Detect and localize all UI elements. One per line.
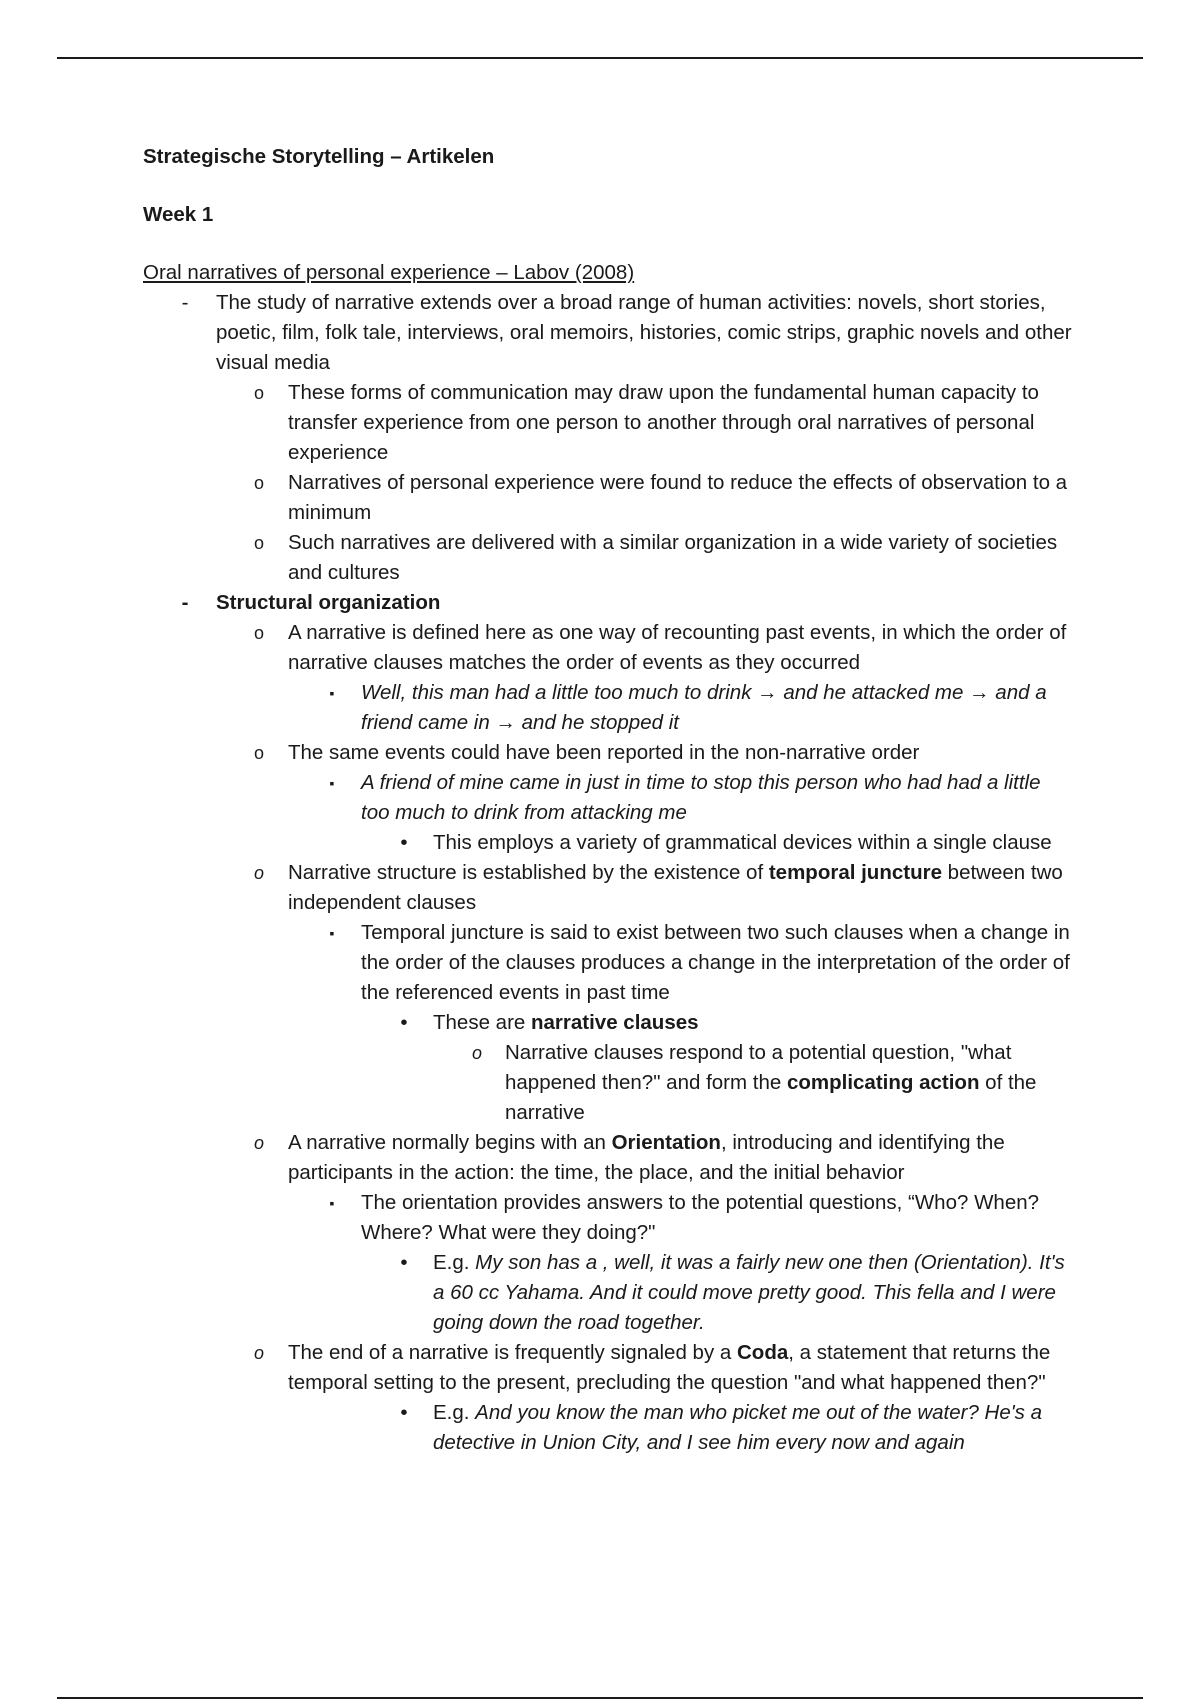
circle-bullet: o	[253, 743, 264, 763]
footer-rule	[57, 1697, 1143, 1699]
document-title: Strategische Storytelling – Artikelen	[143, 145, 495, 168]
document-body	[143, 142, 1073, 1458]
dot-bullet: •	[400, 1251, 408, 1274]
list-item	[143, 528, 1073, 588]
week-heading: Week 1	[143, 203, 214, 226]
example-text: A friend of mine came in just in time to stop this person who had had a little too much to drink from attacking me	[361, 771, 1041, 824]
list-item-text: Narratives of personal experience were found to reduce the effects of observation to a minimum	[288, 471, 1068, 524]
circle-bullet: o	[253, 473, 264, 493]
square-bullet: ▪	[329, 775, 335, 791]
list-item	[143, 918, 1073, 1008]
list-item-text: The study of narrative extends over a broad range of human activities: novels, short stories, poetic, film, folk tale, interviews, oral memoirs, histories, comic strips, graphic novels and other visual media	[216, 291, 1072, 374]
list-item	[143, 468, 1073, 528]
list-item	[143, 1008, 1073, 1038]
list-item	[143, 858, 1073, 918]
list-item-text: A narrative is defined here as one way of recounting past events, in which the order of narrative clauses matches the order of events as they occurred	[288, 621, 1067, 674]
example-text: E.g. And you know the man who picket me out of the water? He's a detective in Union City, and I see him every now and again	[433, 1401, 1043, 1454]
list-item	[143, 618, 1073, 678]
list-item	[143, 1188, 1073, 1248]
dot-bullet: •	[400, 1401, 408, 1424]
list-item-text: Narrative clauses respond to a potential question, "what happened then?" and form the complicating action of the narrative	[505, 1041, 1037, 1124]
list-item	[143, 768, 1073, 828]
subsection-heading: Structural organization	[216, 591, 441, 614]
list-item	[143, 828, 1073, 858]
list-item	[143, 1338, 1073, 1398]
square-bullet: ▪	[329, 925, 335, 941]
section-heading: Oral narratives of personal experience – Labov (2008)	[143, 261, 635, 284]
dash-bullet: -	[181, 291, 189, 314]
list-item-text: A narrative normally begins with an Orientation, introducing and identifying the participants in the action: the time, the place, and the initial behavior	[288, 1131, 1005, 1184]
list-item	[143, 1398, 1073, 1458]
list-item	[143, 1128, 1073, 1188]
list-item-text: Such narratives are delivered with a similar organization in a wide variety of societies and cultures	[288, 531, 1058, 584]
circle-bullet: o	[253, 383, 264, 403]
list-item-text: The same events could have been reported in the non-narrative order	[288, 741, 920, 764]
list-item-text: Narrative structure is established by the existence of temporal juncture between two independent clauses	[288, 861, 1063, 914]
list-item	[143, 1038, 1073, 1128]
example-text: E.g. My son has a , well, it was a fairly new one then (Orientation). It's a 60 cc Yahama. And it could move pretty good. This fella and I were going down the road together.	[433, 1251, 1065, 1334]
list-item	[143, 738, 1073, 768]
example-text: Well, this man had a little too much to drink → and he attacked me → and a friend came in → and he stopped it	[361, 681, 1047, 734]
list-item	[143, 1248, 1073, 1338]
circle-bullet: o	[471, 1043, 482, 1063]
circle-bullet: o	[253, 623, 264, 643]
circle-bullet: o	[253, 1133, 264, 1153]
list-item-text: This employs a variety of grammatical devices within a single clause	[433, 831, 1052, 854]
circle-bullet: o	[253, 533, 264, 553]
dot-bullet: •	[400, 831, 408, 854]
list-item-text: Temporal juncture is said to exist between two such clauses when a change in the order of the clauses produces a change in the interpretation of the order of the referenced events in past time	[361, 921, 1070, 1004]
header-rule	[57, 57, 1143, 59]
dot-bullet: •	[400, 1011, 408, 1034]
square-bullet: ▪	[329, 685, 335, 701]
list-item-text: These are narrative clauses	[433, 1011, 699, 1034]
list-item	[143, 378, 1073, 468]
list-item-text: The end of a narrative is frequently signaled by a Coda, a statement that returns the temporal setting to the present, precluding the question "and what happened then?"	[288, 1341, 1051, 1394]
circle-bullet: o	[253, 863, 264, 883]
list-item	[143, 288, 1073, 378]
list-item	[143, 588, 1073, 618]
list-item	[143, 678, 1073, 738]
dash-bullet: -	[181, 591, 189, 614]
list-item-text: The orientation provides answers to the potential questions, “Who? When? Where? What were they doing?"	[361, 1191, 1040, 1244]
square-bullet: ▪	[329, 1195, 335, 1211]
list-item-text: These forms of communication may draw upon the fundamental human capacity to transfer experience from one person to another through oral narratives of personal experience	[288, 381, 1039, 464]
circle-bullet: o	[253, 1343, 264, 1363]
